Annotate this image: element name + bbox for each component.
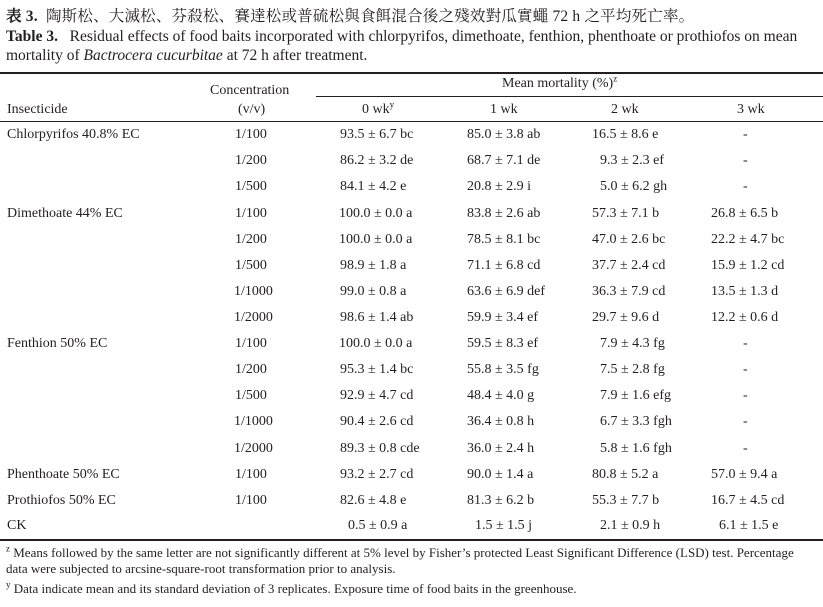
header-mean-mortality-label: Mean mortality (%)	[502, 76, 614, 91]
header-bottom-rule	[0, 121, 823, 122]
cell-wk3: 26.8 ± 6.5 b	[711, 206, 779, 221]
bottom-rule	[0, 539, 823, 541]
cell-wk1: 36.0 ± 2.4 h	[467, 441, 535, 456]
cell-concentration: 1/500	[235, 388, 267, 403]
header-concentration-unit: (v/v)	[238, 102, 266, 117]
cell-wk3: 16.7 ± 4.5 cd	[711, 493, 785, 508]
caption-species: Bactrocera cucurbitae	[83, 47, 223, 64]
cell-insecticide: Prothiofos 50% EC	[7, 493, 116, 508]
cell-wk1: 85.0 ± 3.8 ab	[467, 127, 541, 142]
header-wk0	[362, 99, 395, 118]
cell-wk0: 93.2 ± 2.7 cd	[340, 467, 414, 482]
cell-concentration: 1/500	[235, 258, 267, 273]
caption-english-label: Table 3.	[6, 28, 58, 45]
cell-wk2: 36.3 ± 7.9 cd	[592, 284, 666, 299]
header-wk2: 2 wk	[611, 102, 639, 117]
cell-insecticide: Fenthion 50% EC	[7, 336, 108, 351]
cell-wk3: -	[743, 441, 748, 456]
footnote-y-mark: y	[6, 579, 11, 590]
cell-concentration: 1/200	[235, 153, 267, 168]
cell-wk2: 29.7 ± 9.6 d	[592, 310, 660, 325]
cell-wk0: 100.0 ± 0.0 a	[339, 206, 413, 221]
cell-wk2: 6.7 ± 3.3 fgh	[600, 414, 672, 429]
cell-wk0: 98.9 ± 1.8 a	[340, 258, 407, 273]
cell-wk1: 63.6 ± 6.9 def	[467, 284, 546, 299]
cell-wk1: 90.0 ± 1.4 a	[467, 467, 534, 482]
cell-concentration: 1/1000	[234, 284, 273, 299]
cell-wk3: -	[743, 179, 748, 194]
cell-wk1: 1.5 ± 1.5 j	[475, 518, 533, 533]
cell-wk2: 16.5 ± 8.6 e	[592, 127, 659, 142]
top-rule	[0, 72, 823, 74]
cell-wk1: 81.3 ± 6.2 b	[467, 493, 535, 508]
cell-wk2: 9.3 ± 2.3 ef	[600, 153, 665, 168]
cell-concentration: 1/200	[235, 232, 267, 247]
cell-concentration: 1/100	[235, 467, 267, 482]
cell-wk3: -	[743, 127, 748, 142]
cell-wk3: 15.9 ± 1.2 cd	[711, 258, 785, 273]
cell-wk2: 7.9 ± 1.6 efg	[600, 388, 672, 403]
cell-wk3: -	[743, 414, 748, 429]
cell-concentration: 1/2000	[234, 310, 273, 325]
footnote-z-mark: z	[6, 543, 10, 554]
header-concentration: Concentration	[210, 83, 290, 98]
cell-wk3: -	[743, 388, 748, 403]
cell-concentration: 1/2000	[234, 441, 273, 456]
header-wk3: 3 wk	[737, 102, 765, 117]
header-wk0-mark: y	[389, 99, 395, 110]
cell-wk2: 5.8 ± 1.6 fgh	[600, 441, 672, 456]
footnote-z	[6, 545, 818, 577]
cell-wk2: 7.5 ± 2.8 fg	[600, 362, 665, 377]
cell-wk0: 89.3 ± 0.8 cde	[340, 441, 420, 456]
caption-chinese-label: 表 3.	[6, 8, 38, 25]
footnote-y-text: Data indicate mean and its standard deviation of 3 replicates. Exposure time of food baits in the greenhouse.	[13, 581, 577, 596]
cell-insecticide: CK	[7, 518, 27, 533]
cell-wk2: 55.3 ± 7.7 b	[592, 493, 660, 508]
cell-wk3: 6.1 ± 1.5 e	[719, 518, 779, 533]
cell-wk1: 71.1 ± 6.8 cd	[467, 258, 541, 273]
caption-english	[6, 27, 818, 65]
cell-wk1: 55.8 ± 3.5 fg	[467, 362, 539, 377]
header-mean-mortality-mark: z	[613, 73, 618, 84]
cell-wk0: 93.5 ± 6.7 bc	[340, 127, 414, 142]
cell-wk3: 22.2 ± 4.7 bc	[711, 232, 785, 247]
header-wk1: 1 wk	[490, 102, 518, 117]
cell-wk1: 48.4 ± 4.0 g	[467, 388, 535, 403]
caption-chinese	[6, 4, 694, 26]
cell-concentration: 1/1000	[234, 414, 273, 429]
footnote-y	[6, 581, 818, 597]
cell-concentration: 1/100	[235, 336, 267, 351]
header-wk0-label: 0 wk	[362, 102, 390, 117]
cell-wk3: -	[743, 362, 748, 377]
cell-wk3: 12.2 ± 0.6 d	[711, 310, 779, 325]
cell-wk1: 78.5 ± 8.1 bc	[467, 232, 541, 247]
header-insecticide: Insecticide	[7, 102, 68, 117]
cell-wk0: 98.6 ± 1.4 ab	[340, 310, 414, 325]
cell-concentration: 1/100	[235, 493, 267, 508]
cell-concentration: 1/200	[235, 362, 267, 377]
cell-wk2: 7.9 ± 4.3 fg	[600, 336, 665, 351]
cell-insecticide: Dimethoate 44% EC	[7, 206, 123, 221]
cell-wk0: 0.5 ± 0.9 a	[348, 518, 408, 533]
cell-wk1: 20.8 ± 2.9 i	[467, 179, 532, 194]
cell-wk1: 59.5 ± 8.3 ef	[467, 336, 539, 351]
header-mean-mortality	[502, 73, 618, 92]
cell-wk0: 90.4 ± 2.6 cd	[340, 414, 414, 429]
cell-wk0: 86.2 ± 3.2 de	[340, 153, 414, 168]
cell-wk2: 5.0 ± 6.2 gh	[600, 179, 668, 194]
caption-english-text-post: at 72 h after treatment.	[222, 47, 368, 64]
cell-insecticide: Chlorpyrifos 40.8% EC	[7, 127, 140, 142]
cell-wk2: 47.0 ± 2.6 bc	[592, 232, 666, 247]
cell-wk0: 82.6 ± 4.8 e	[340, 493, 407, 508]
cell-wk0: 99.0 ± 0.8 a	[340, 284, 407, 299]
mortality-span-rule	[316, 96, 823, 97]
cell-wk2: 37.7 ± 2.4 cd	[592, 258, 666, 273]
cell-wk1: 68.7 ± 7.1 de	[467, 153, 541, 168]
cell-concentration: 1/100	[235, 127, 267, 142]
cell-wk0: 95.3 ± 1.4 bc	[340, 362, 414, 377]
cell-wk0: 84.1 ± 4.2 e	[340, 179, 407, 194]
cell-wk1: 59.9 ± 3.4 ef	[467, 310, 539, 325]
cell-wk0: 100.0 ± 0.0 a	[339, 232, 413, 247]
cell-wk2: 57.3 ± 7.1 b	[592, 206, 660, 221]
caption-chinese-text: 陶斯松、大滅松、芬殺松、賽達松或普硫松與食餌混合後之殘效對瓜實蠅 72 h 之平均死亡率。	[45, 8, 695, 25]
cell-wk0: 92.9 ± 4.7 cd	[340, 388, 414, 403]
cell-wk3: -	[743, 153, 748, 168]
cell-wk2: 2.1 ± 0.9 h	[600, 518, 661, 533]
cell-wk2: 80.8 ± 5.2 a	[592, 467, 659, 482]
cell-insecticide: Phenthoate 50% EC	[7, 467, 120, 482]
cell-concentration: 1/100	[235, 206, 267, 221]
cell-concentration: 1/500	[235, 179, 267, 194]
cell-wk3: 13.5 ± 1.3 d	[711, 284, 779, 299]
cell-wk0: 100.0 ± 0.0 a	[339, 336, 413, 351]
footnote-z-text: Means followed by the same letter are not significantly different at 5% level by Fisher’s protected Least Significant Difference (LSD) test. Percentage data were subjected to arcsine-square-root transformation prior to analysis.	[6, 545, 794, 576]
cell-wk1: 36.4 ± 0.8 h	[467, 414, 535, 429]
cell-wk3: -	[743, 336, 748, 351]
cell-wk3: 57.0 ± 9.4 a	[711, 467, 778, 482]
caption-english-text-pre: Residual effects of food baits incorporated with chlorpyrifos, dimethoate, fenthion, phenthoate or prothiofos on mean mortality of	[6, 28, 798, 64]
cell-wk1: 83.8 ± 2.6 ab	[467, 206, 541, 221]
